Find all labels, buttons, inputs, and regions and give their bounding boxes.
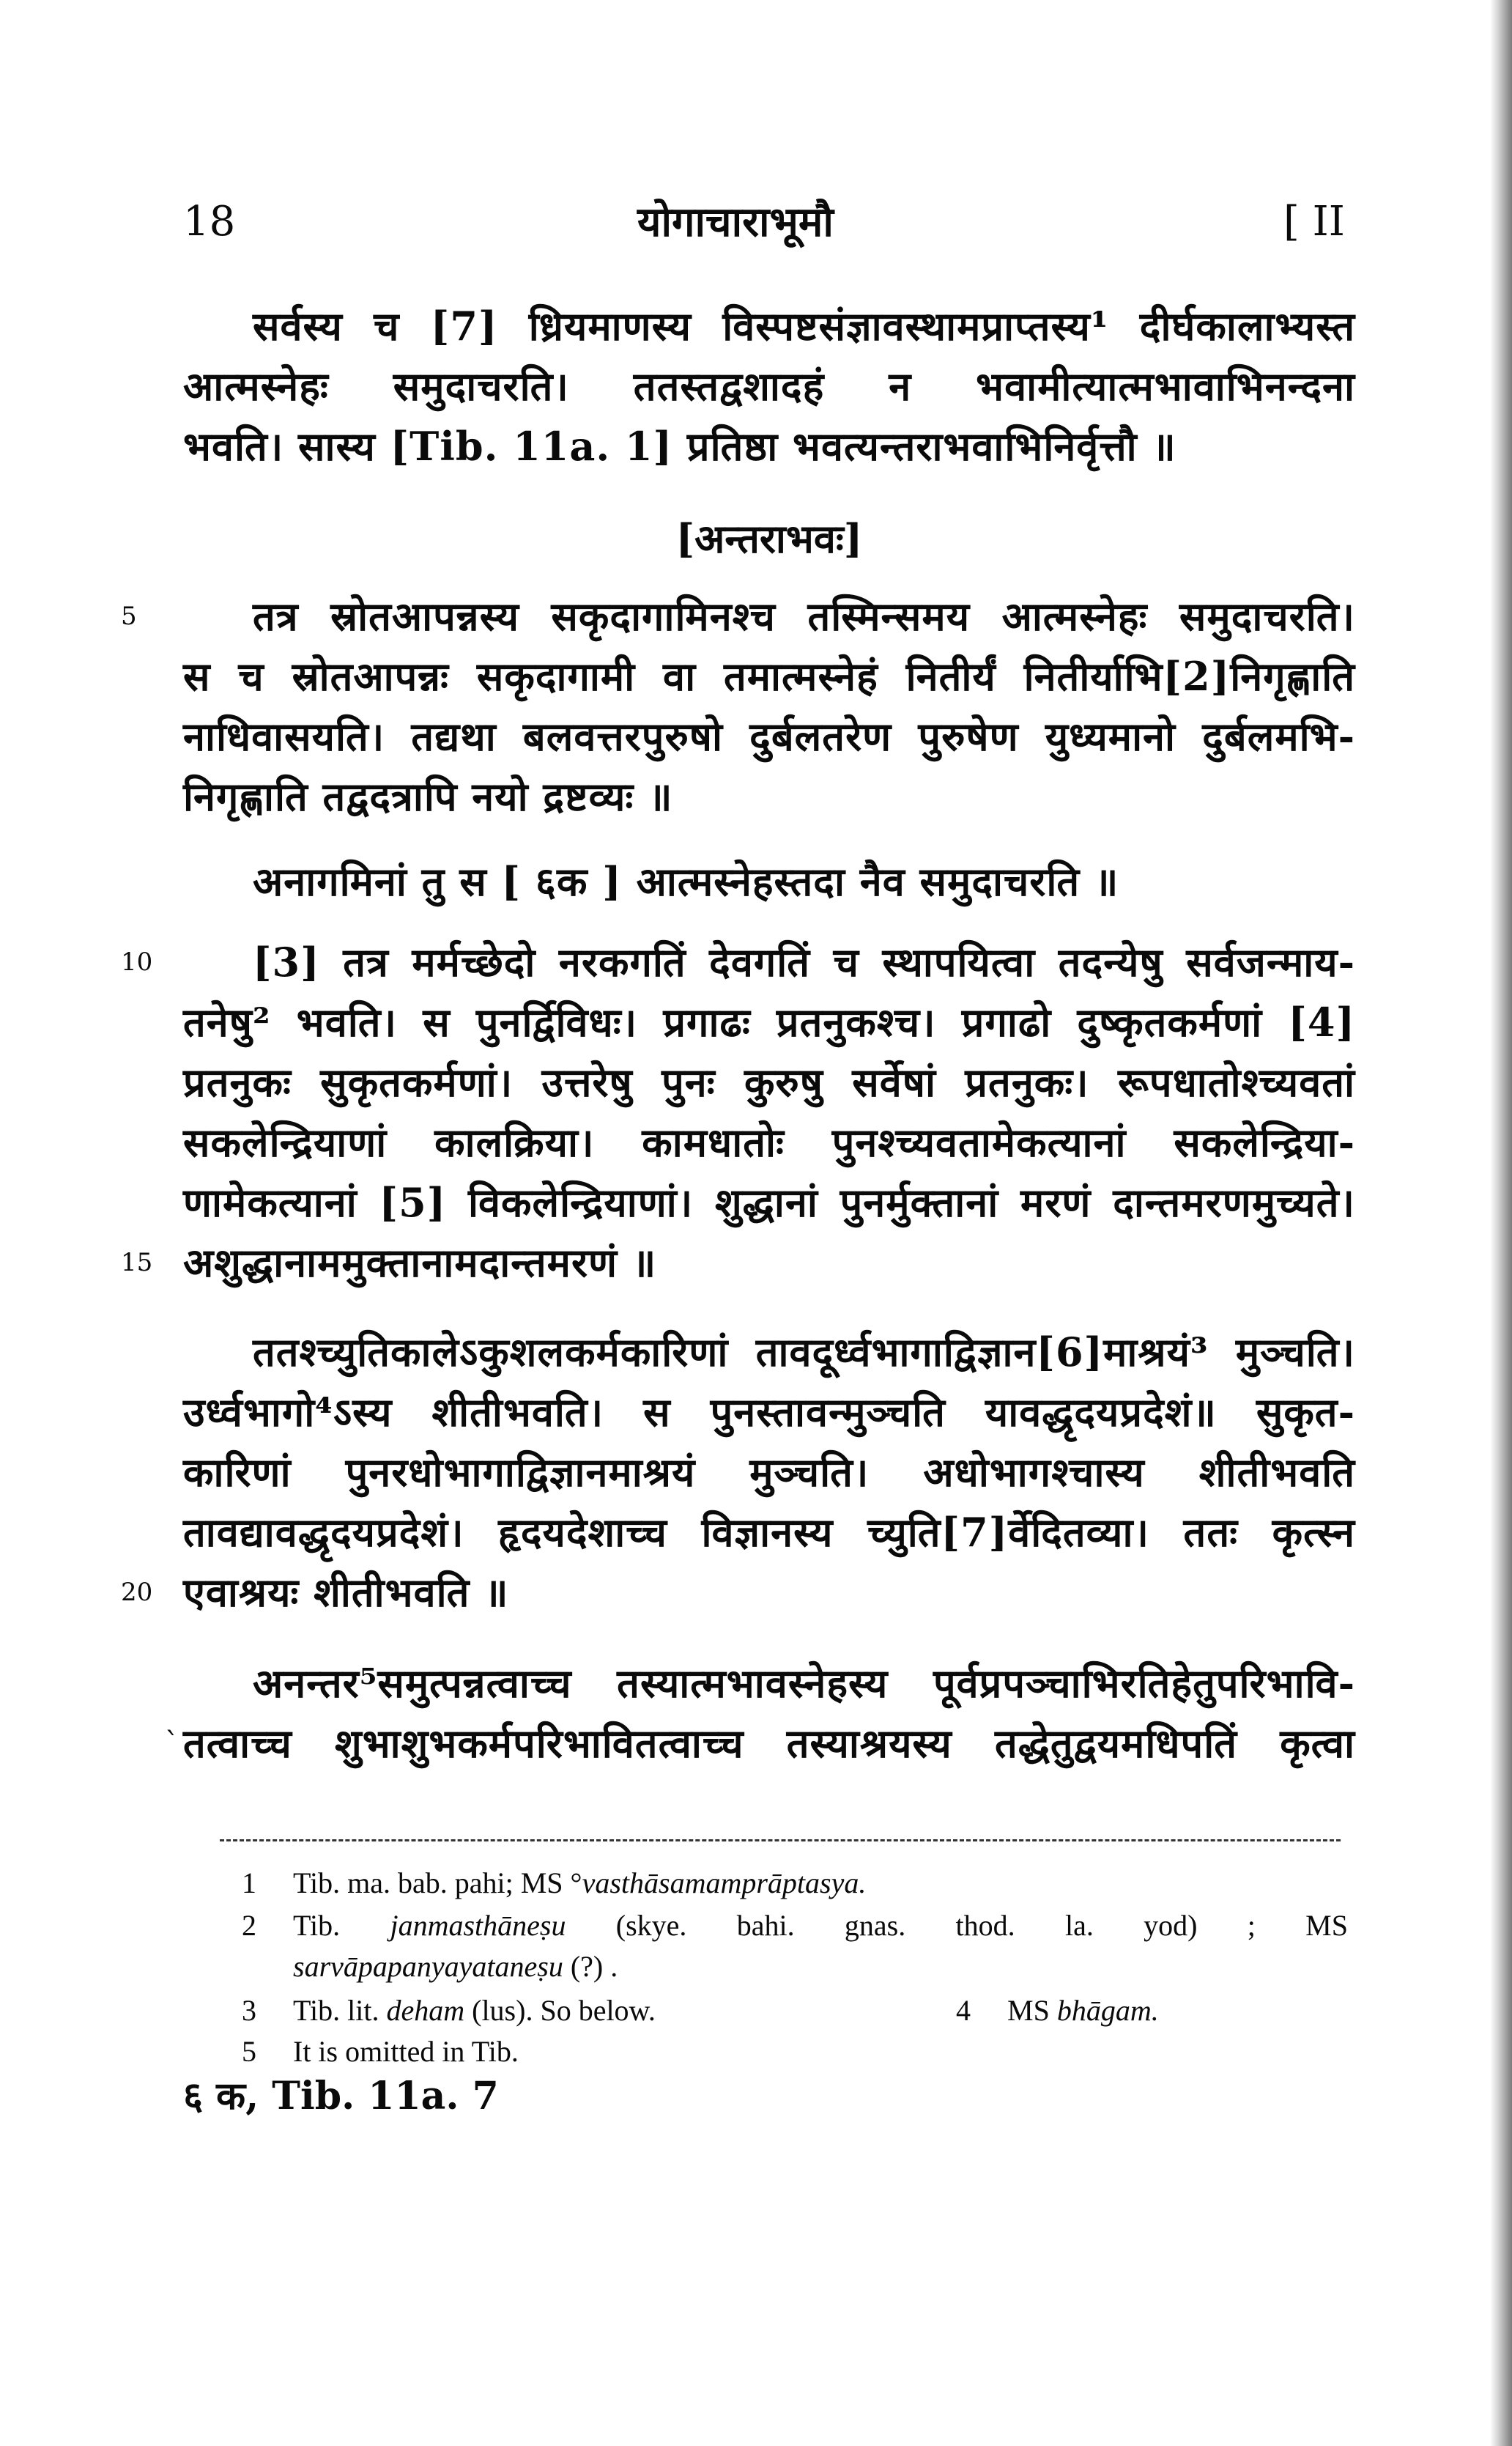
manuscript-source-note: ६ क, Tib. 11a. 7 bbox=[183, 2074, 499, 2118]
text-line: सर्वस्य च [7] ध्रियमाणस्य विस्पष्टसंज्ञावस्थामप्राप्तस्य¹ दीर्घकालाभ्यस्त bbox=[253, 303, 1355, 350]
text-line: भवति। सास्य [Tib. 11a. 1] प्रतिष्ठा भवत्यन्तराभवाभिनिर्वृत्तौ ॥ bbox=[183, 423, 1176, 470]
footnote-number: 4 bbox=[956, 1994, 971, 2027]
footnote-number: 5 bbox=[242, 2035, 256, 2068]
footnote-number: 2 bbox=[242, 1909, 256, 1942]
text-line: तत्वाच्च शुभाशुभकर्मपरिभावितत्वाच्च तस्याश्रयस्य तद्धेतुद्वयमधिपतिं कृत्वा bbox=[183, 1720, 1355, 1767]
section-heading: [अन्तराभवः] bbox=[675, 515, 863, 562]
stray-mark: ` bbox=[165, 1727, 179, 1761]
footnote-text: It is omitted in Tib. bbox=[293, 2035, 519, 2068]
text-line: तत्र स्रोतआपन्नस्य सकृदागामिनश्च तस्मिन्समय आत्मस्नेहः समुदाचरति। bbox=[253, 593, 1355, 640]
text-line: ततश्च्युतिकालेऽकुशलकर्मकारिणां तावदूर्ध्वभागाद्विज्ञान[6]माश्रयं³ मुञ्चति। bbox=[253, 1329, 1355, 1375]
text-line: स च स्रोतआपन्नः सकृदागामी वा तमात्मस्नेहं नितीर्यं नितीर्याभि[2]निगृह्णाति bbox=[183, 653, 1355, 700]
footnote-divider bbox=[220, 1839, 1341, 1841]
page-edge-shadow bbox=[1490, 0, 1512, 2446]
footnote-number: 1 bbox=[242, 1866, 256, 1899]
text-line: तनेषु² भवति। स पुनर्द्विविधः। प्रगाढः प्रतनुकश्च। प्रगाढो दुष्कृतकर्मणां [4] bbox=[183, 999, 1355, 1046]
text-line: आत्मस्नेहः समुदाचरति। ततस्तद्वशादहं न भवामीत्यात्मभावाभिनन्दना bbox=[183, 363, 1355, 410]
footnote-text: Tib. janmasthāneṣu (skye. bahi. gnas. thod. la. yod) ; MS bbox=[293, 1909, 1348, 1942]
footnote-number: 3 bbox=[242, 1994, 256, 2027]
page-number: 18 bbox=[183, 198, 236, 245]
text-line: कारिणां पुनरधोभागाद्विज्ञानमाश्रयं मुञ्चति। अधोभागश्चास्य शीतीभवति bbox=[183, 1449, 1355, 1496]
text-line: अशुद्धानाममुक्तानामदान्तमरणं ॥ bbox=[183, 1239, 657, 1286]
text-line: उर्ध्वभागो⁴ऽस्य शीतीभवति। स पुनस्तावन्मुञ्चति यावद्धृदयप्रदेशं॥ सुकृत- bbox=[183, 1389, 1355, 1436]
line-number: 20 bbox=[121, 1578, 153, 1607]
text-line: [3] तत्र मर्मच्छेदो नरकगतिं देवगतिं च स्थापयित्वा तदन्येषु सर्वजन्माय- bbox=[253, 939, 1355, 986]
text-line: तावद्यावद्धृदयप्रदेशं। हृदयदेशाच्च विज्ञानस्य च्युति[7]र्वेदितव्या। ततः कृत्स्न bbox=[183, 1509, 1355, 1556]
text-line: प्रतनुकः सुकृतकर्मणां। उत्तरेषु पुनः कुरुषु सर्वेषां प्रतनुकः। रूपधातोश्च्यवतां bbox=[183, 1059, 1355, 1106]
text-line: अनागमिनां तु स [ ६क ] आत्मस्नेहस्तदा नैव समुदाचरति ॥ bbox=[253, 858, 1119, 905]
footnote-text: Tib. ma. bab. pahi; MS °vasthāsamamprāptasya. bbox=[293, 1866, 867, 1899]
text-line: सकलेन्द्रियाणां कालक्रिया। कामधातोः पुनश्च्यवतामेकत्यानां सकलेन्द्रिया- bbox=[183, 1119, 1355, 1166]
text-line: एवाश्रयः शीतीभवति ॥ bbox=[183, 1569, 509, 1616]
text-line: णामेकत्यानां [5] विकलेन्द्रियाणां। शुद्धानां पुनर्मुक्तानां मरणं दान्तमरणमुच्यते। bbox=[183, 1179, 1355, 1226]
line-number: 10 bbox=[121, 947, 153, 977]
running-title: योगाचाराभूमौ bbox=[637, 198, 834, 246]
footnote-text: MS bhāgam. bbox=[1007, 1994, 1159, 2027]
section-mark: [ II bbox=[1283, 198, 1345, 245]
text-line: अनन्तर⁵समुत्पन्नत्वाच्च तस्यात्मभावस्नेहस्य पूर्वप्रपञ्चाभिरतिहेतुपरिभावि- bbox=[253, 1660, 1355, 1707]
line-number: 5 bbox=[121, 602, 137, 631]
text-line: नाधिवासयति। तद्यथा बलवत्तरपुरुषो दुर्बलतरेण पुरुषेण युध्यमानो दुर्बलमभि- bbox=[183, 713, 1355, 760]
footnote-text: sarvāpapanyayataneṣu (?) . bbox=[293, 1950, 618, 1983]
text-line: निगृह्णाति तद्वदत्रापि नयो द्रष्टव्यः ॥ bbox=[183, 773, 673, 820]
footnote-text: Tib. lit. deham (lus). So below. bbox=[293, 1994, 656, 2027]
line-number: 15 bbox=[121, 1248, 153, 1277]
